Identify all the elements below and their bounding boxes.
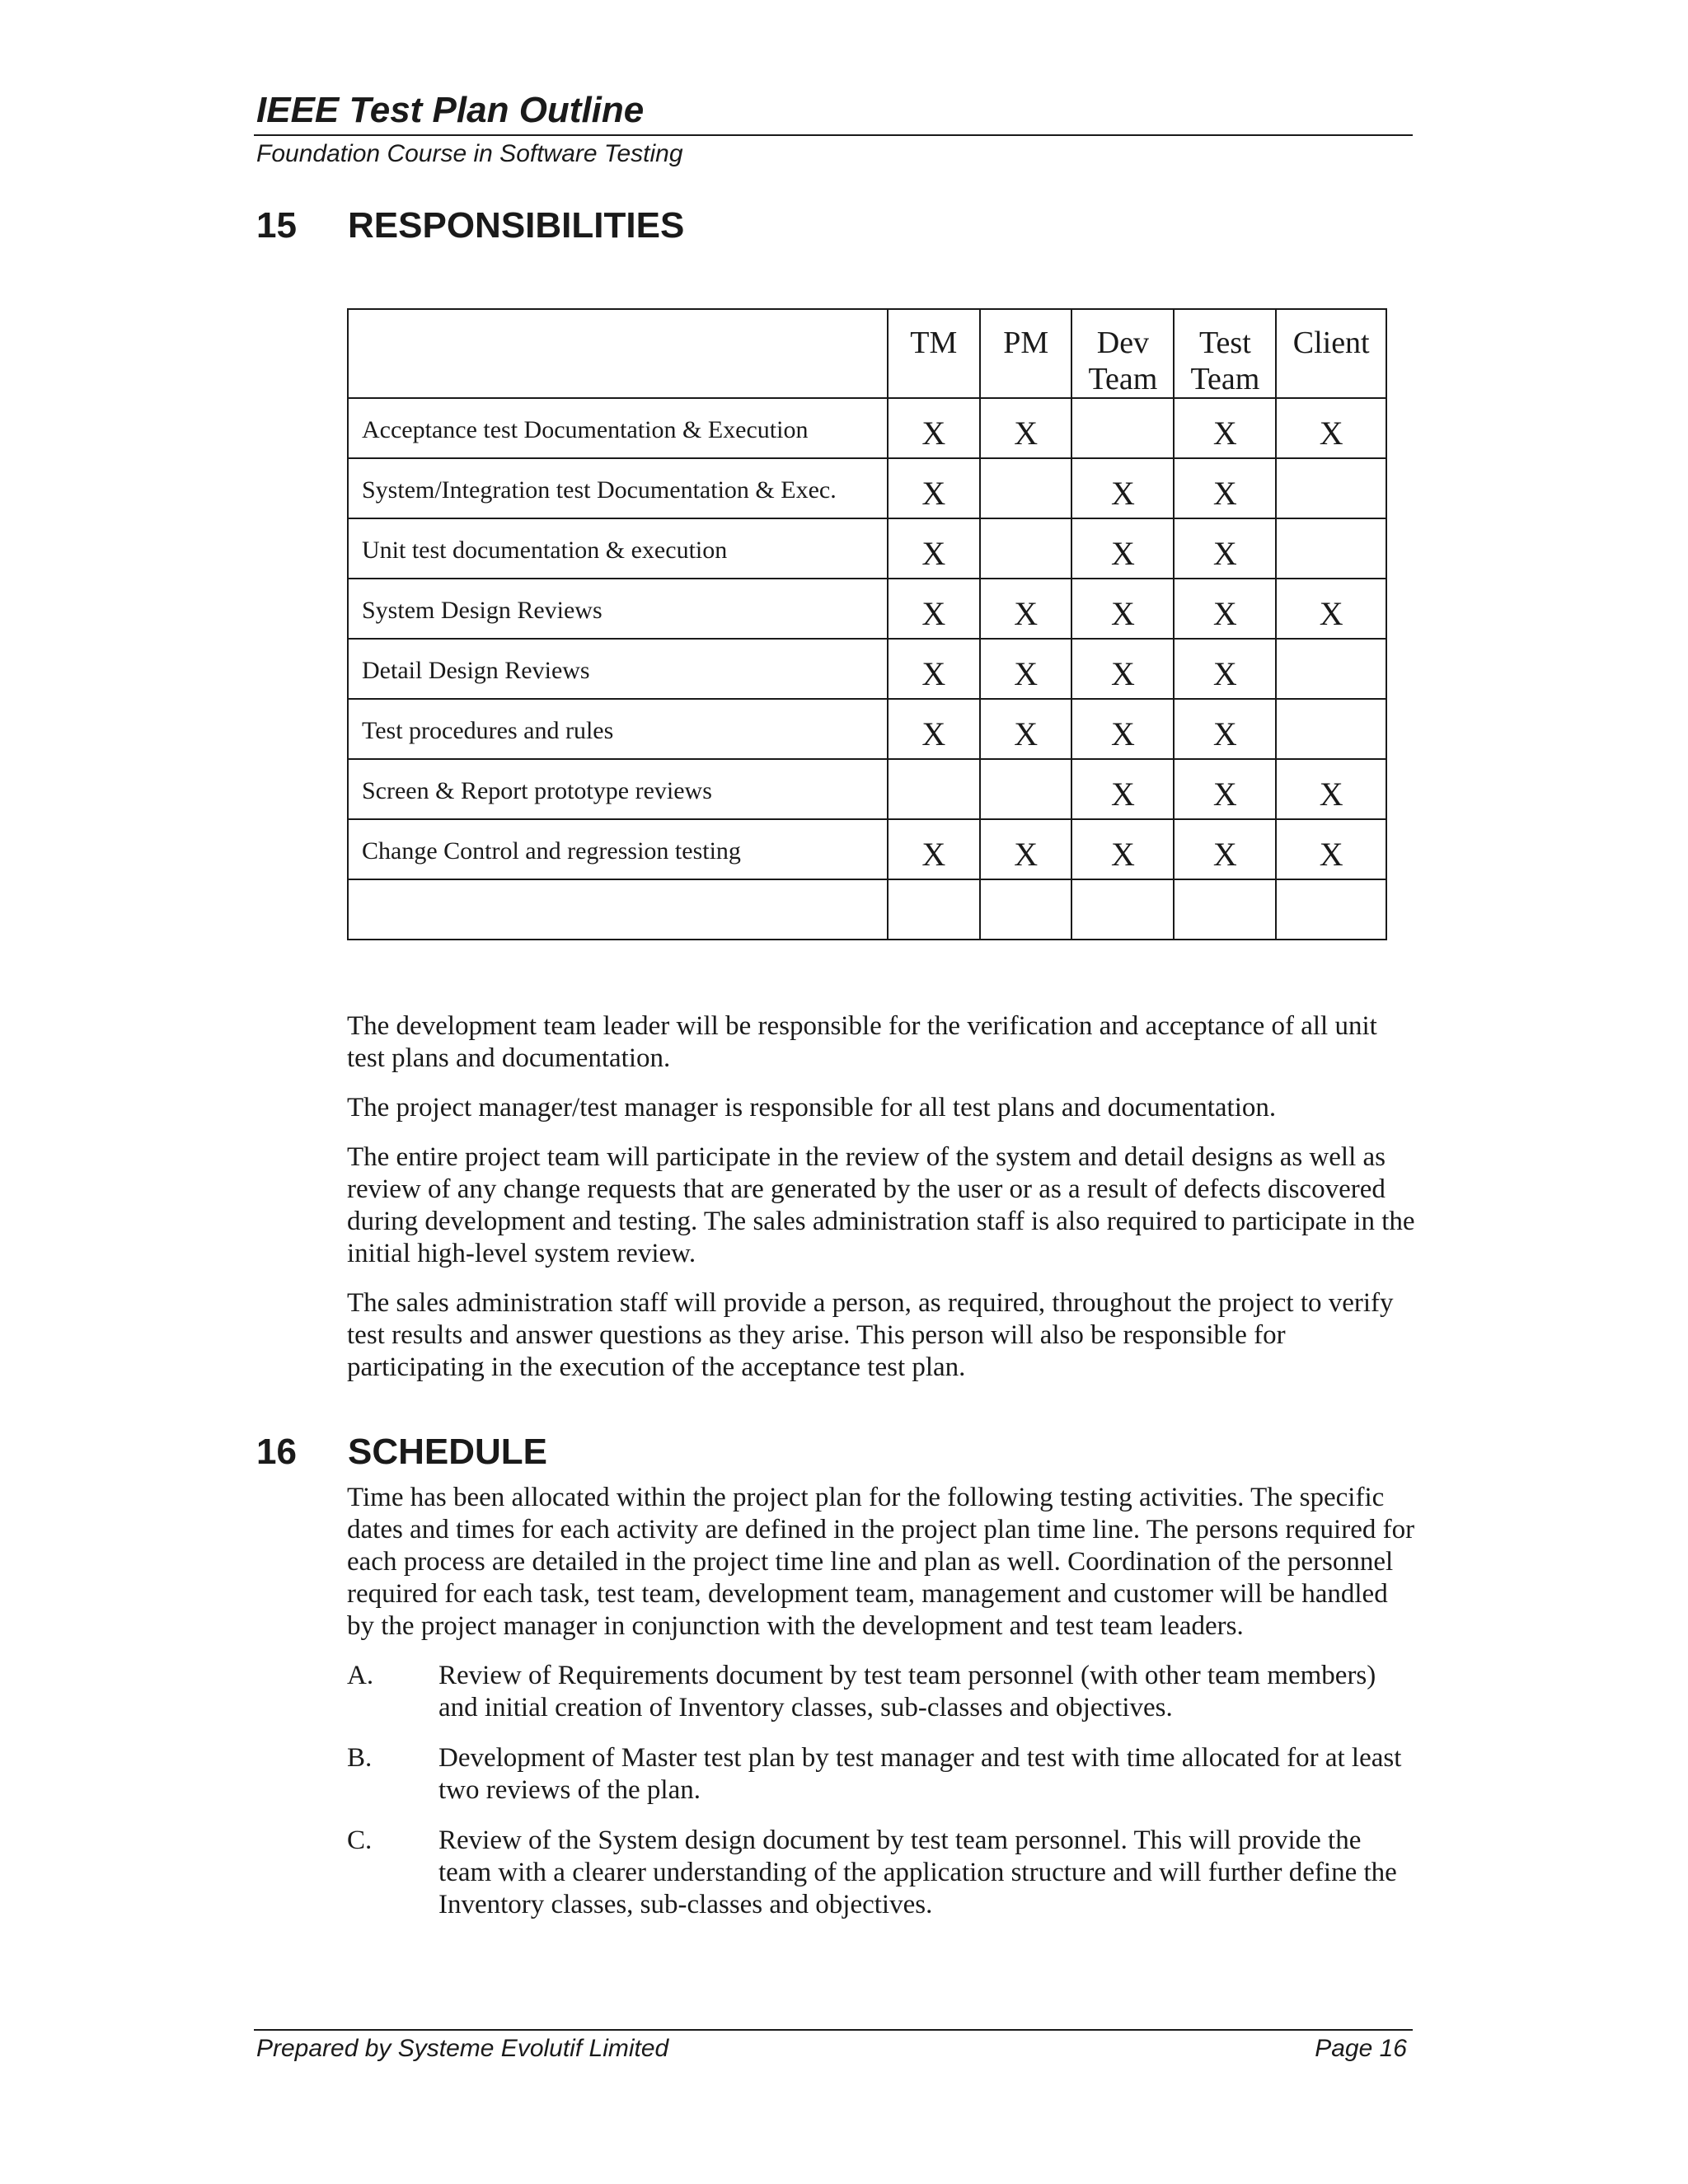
- section-number: 16: [256, 1432, 297, 1472]
- mark-cell: X: [980, 579, 1071, 639]
- header-title: IEEE Test Plan Outline: [256, 90, 645, 130]
- footer-page-number: Page 16: [1315, 2035, 1407, 2062]
- list-item: [347, 1660, 1418, 1724]
- mark-cell: X: [1071, 579, 1174, 639]
- mark-cell: X: [1276, 759, 1386, 819]
- header-cell-pm: PM: [980, 309, 1071, 398]
- mark-cell: X: [1174, 759, 1276, 819]
- activity-cell: [348, 879, 888, 940]
- section-16-heading: [256, 1431, 1245, 1474]
- mark-cell: X: [1174, 819, 1276, 879]
- mark-cell: X: [888, 579, 980, 639]
- table-row: [348, 699, 1386, 759]
- table-row: [348, 398, 1386, 458]
- mark-cell: X: [888, 398, 980, 458]
- mark-cell: [888, 879, 980, 940]
- header-subtitle: Foundation Course in Software Testing: [256, 140, 683, 167]
- mark-cell: [1276, 639, 1386, 699]
- header-cell-tm: TM: [888, 309, 980, 398]
- table-row: [348, 639, 1386, 699]
- table-row-empty: [348, 879, 1386, 940]
- list-text: Review of Requirements document by test team personnel (with other team members) and initial creation of Inventory classes, sub-classes and objectives.: [438, 1661, 1376, 1722]
- activity-cell: Change Control and regression testing: [348, 819, 888, 879]
- mark-cell: X: [1071, 639, 1174, 699]
- mark-cell: [980, 458, 1071, 518]
- section-number: 15: [256, 205, 297, 246]
- footer-rule: [254, 2029, 1413, 2031]
- mark-cell: X: [888, 819, 980, 879]
- mark-cell: [980, 879, 1071, 940]
- activity-cell: Screen & Report prototype reviews: [348, 759, 888, 819]
- mark-cell: X: [1276, 579, 1386, 639]
- mark-cell: [980, 759, 1071, 819]
- section-15-body: [347, 1010, 1418, 1401]
- list-text: Review of the System design document by test team personnel. This will provide the team with a clearer understanding of the application structure and will further define the Inventory classes, sub-classes and objectives.: [438, 1825, 1397, 1919]
- mark-cell: X: [980, 398, 1071, 458]
- mark-cell: X: [888, 699, 980, 759]
- activity-cell: System/Integration test Documentation & Exec.: [348, 458, 888, 518]
- mark-cell: X: [980, 639, 1071, 699]
- list-label: A.: [347, 1661, 374, 1690]
- mark-cell: [888, 759, 980, 819]
- section-16-body: [347, 1482, 1418, 1939]
- activity-cell: Unit test documentation & execution: [348, 518, 888, 579]
- header-cell-empty: [348, 309, 888, 398]
- activity-cell: Acceptance test Documentation & Execution: [348, 398, 888, 458]
- table-row: [348, 458, 1386, 518]
- mark-cell: [1276, 879, 1386, 940]
- mark-cell: X: [1071, 458, 1174, 518]
- paragraph: The sales administration staff will provide a person, as required, throughout the project to verify test results and answer questions as they arise. This person will also be responsible for participating in the execution of the acceptance test plan.: [347, 1288, 1394, 1382]
- activity-cell: Detail Design Reviews: [348, 639, 888, 699]
- responsibilities-table: [347, 308, 1387, 940]
- mark-cell: X: [888, 518, 980, 579]
- list-label: C.: [347, 1825, 373, 1855]
- list-text: Development of Master test plan by test manager and test with time allocated for at least two reviews of the plan.: [438, 1743, 1402, 1805]
- mark-cell: [1174, 879, 1276, 940]
- section-15-heading: [256, 204, 1245, 247]
- mark-cell: X: [888, 639, 980, 699]
- activity-cell: System Design Reviews: [348, 579, 888, 639]
- table-row: [348, 819, 1386, 879]
- mark-cell: X: [1276, 819, 1386, 879]
- list-item: [347, 1825, 1418, 1921]
- mark-cell: [980, 518, 1071, 579]
- paragraph: Time has been allocated within the project plan for the following testing activities. The specific dates and times for each activity are defined in the project plan time line. The persons required for each process are detailed in the project time line and plan as well. Coordination of the personnel required for each task, test team, development team, management and customer will be handled by the project manager in conjunction with the development and test team leaders.: [347, 1483, 1415, 1641]
- mark-cell: [1276, 518, 1386, 579]
- mark-cell: X: [1174, 639, 1276, 699]
- paragraph: The entire project team will participate in the review of the system and detail designs as well as review of any change requests that are generated by the user or as a result of defects discovered during development and testing. The sales administration staff is also required to participate in the initial high-level system review.: [347, 1142, 1415, 1268]
- mark-cell: [1276, 699, 1386, 759]
- mark-cell: X: [1071, 759, 1174, 819]
- mark-cell: X: [888, 458, 980, 518]
- table-header-row: [348, 309, 1386, 398]
- mark-cell: [1071, 879, 1174, 940]
- paragraph: The project manager/test manager is responsible for all test plans and documentation.: [347, 1093, 1277, 1122]
- paragraph: The development team leader will be responsible for the verification and acceptance of all unit test plans and documentation.: [347, 1011, 1377, 1073]
- mark-cell: [1276, 458, 1386, 518]
- list-label: B.: [347, 1743, 373, 1773]
- mark-cell: X: [1071, 518, 1174, 579]
- activity-cell: Test procedures and rules: [348, 699, 888, 759]
- header-cell-test-team: Test Team: [1174, 309, 1276, 398]
- mark-cell: X: [1071, 699, 1174, 759]
- mark-cell: X: [1174, 398, 1276, 458]
- section-title: RESPONSIBILITIES: [348, 205, 685, 246]
- mark-cell: X: [1276, 398, 1386, 458]
- table-row: [348, 579, 1386, 639]
- mark-cell: X: [980, 819, 1071, 879]
- footer-left: Prepared by Systeme Evolutif Limited: [256, 2035, 669, 2062]
- header-cell-dev-team: Dev Team: [1071, 309, 1174, 398]
- header-cell-client: Client: [1276, 309, 1386, 398]
- mark-cell: X: [1071, 819, 1174, 879]
- header-rule: [254, 134, 1413, 136]
- list-item: [347, 1742, 1418, 1807]
- mark-cell: X: [1174, 518, 1276, 579]
- mark-cell: X: [980, 699, 1071, 759]
- section-title: SCHEDULE: [348, 1432, 548, 1472]
- table-row: [348, 759, 1386, 819]
- mark-cell: [1071, 398, 1174, 458]
- table-row: [348, 518, 1386, 579]
- mark-cell: X: [1174, 579, 1276, 639]
- mark-cell: X: [1174, 699, 1276, 759]
- mark-cell: X: [1174, 458, 1276, 518]
